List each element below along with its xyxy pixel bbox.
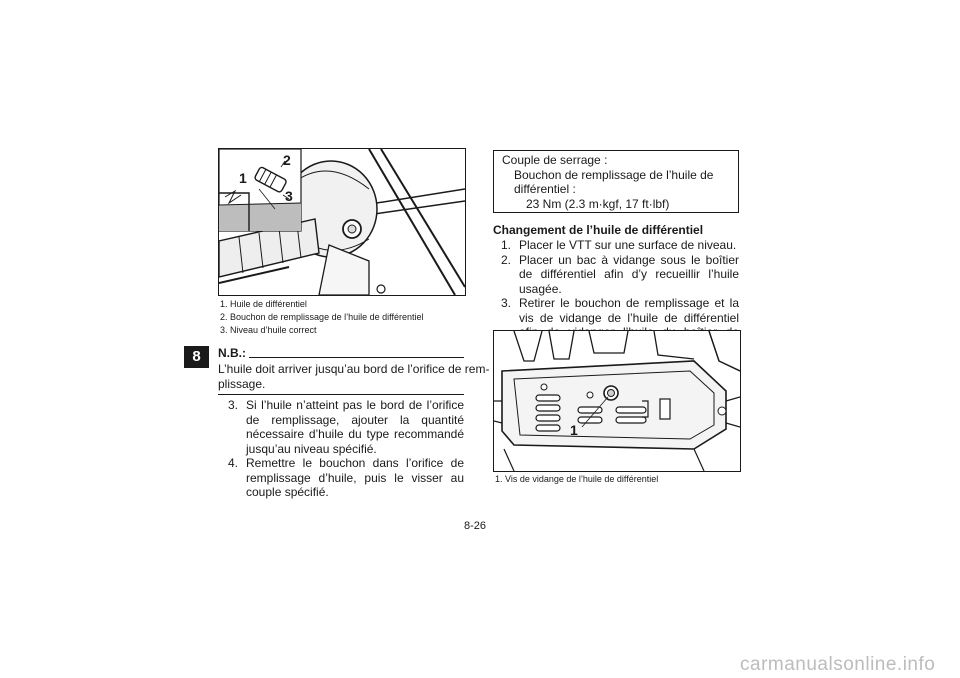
callout-2: 2 bbox=[283, 152, 291, 168]
step-number: 4. bbox=[228, 456, 239, 470]
watermark: carmanualsonline.info bbox=[740, 654, 936, 675]
note-line-1: L’huile doit arriver jusqu’au bord de l’orifice de rem- bbox=[218, 362, 490, 376]
callout-1: 1 bbox=[239, 170, 247, 186]
caption-item: 1. Huile de différentiel bbox=[220, 299, 307, 309]
step-number: 3. bbox=[501, 296, 512, 310]
torque-item-line-1: Bouchon de remplissage de l’huile de bbox=[514, 167, 714, 182]
note-rule bbox=[249, 356, 464, 358]
differential-fill-figure bbox=[218, 148, 466, 296]
callout-1: 1 bbox=[570, 422, 578, 438]
step-3 bbox=[228, 398, 464, 456]
section-tab: 8 bbox=[184, 346, 209, 368]
step-text: Retirer le bouchon de remplissage et la vis de vidange de l’huile de différentiel bbox=[519, 296, 739, 325]
right-figure-captions bbox=[495, 473, 739, 486]
change-step-1 bbox=[501, 238, 739, 253]
torque-item-line-2: différentiel : bbox=[514, 182, 576, 196]
step-4 bbox=[228, 456, 464, 500]
torque-value: 23 Nm (2.3 m·kgf, 17 ft·lbf) bbox=[526, 196, 670, 211]
note-line-2: plissage. bbox=[218, 376, 266, 391]
caption-item: 3. Niveau d’huile correct bbox=[220, 325, 317, 335]
change-step-2 bbox=[501, 253, 739, 297]
callout-3: 3 bbox=[285, 188, 293, 204]
step-number: 2. bbox=[501, 252, 512, 267]
drain-bolt-figure bbox=[493, 330, 741, 472]
left-steps bbox=[228, 398, 464, 500]
differential-fill-illustration bbox=[219, 149, 465, 295]
note-text bbox=[218, 362, 490, 391]
note-block bbox=[218, 346, 490, 395]
torque-spec-box bbox=[493, 150, 739, 213]
step-text: Placer le VTT sur une surface de niveau. bbox=[519, 238, 737, 252]
left-figure-captions bbox=[220, 298, 464, 337]
step-text: Si l’huile n’atteint pas le bord de l’orifice de remplissage, ajouter la quantité nécessaire d’huile du type recommandé jusqu’au niveau spécifié. bbox=[246, 398, 464, 456]
caption-item: 1. Vis de vidange de l’huile de différentiel bbox=[495, 474, 659, 484]
drain-bolt-illustration bbox=[494, 331, 740, 471]
page-number: 8-26 bbox=[464, 520, 487, 532]
step-number: 3. bbox=[228, 398, 239, 412]
caption-item: 2. Bouchon de remplissage de l’huile de différentiel bbox=[220, 312, 424, 322]
step-text: Placer un bac à vidange sous le boîtier de différentiel afin d’y recueillir l’huile usagée. bbox=[519, 252, 739, 296]
section-title: Changement de l’huile de différentiel bbox=[493, 223, 704, 237]
note-bottom-rule bbox=[218, 394, 464, 395]
note-heading bbox=[218, 346, 464, 360]
note-label: N.B.: bbox=[218, 346, 246, 360]
torque-title: Couple de serrage : bbox=[502, 153, 608, 167]
step-number: 1. bbox=[501, 238, 512, 252]
step-text: Remettre le bouchon dans l’orifice de remplissage d’huile, puis le visser au couple spécifié. bbox=[246, 456, 464, 499]
